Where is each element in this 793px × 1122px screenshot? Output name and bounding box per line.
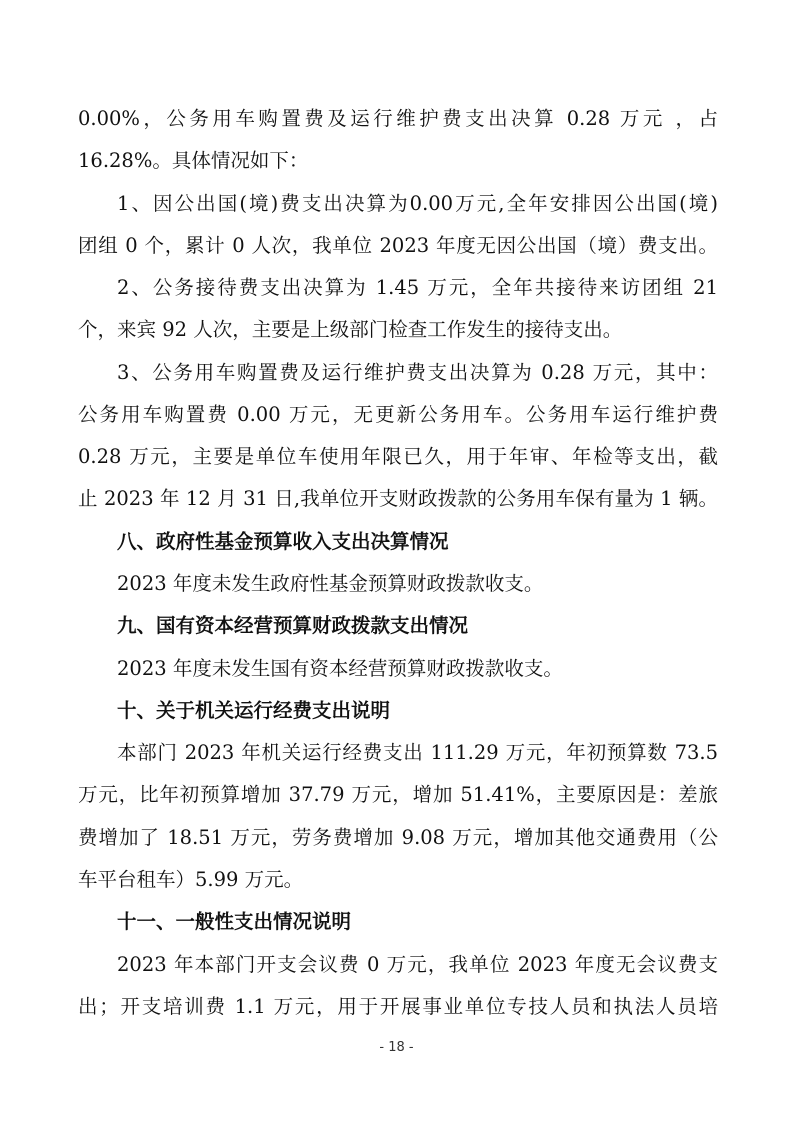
body-line: 万元，比年初预算增加 37.79 万元，增加 51.41%，主要原因是：差旅 [78,783,718,806]
body-line: 团组 0 个，累计 0 人次，我单位 2023 年度无因公出国（境）费支出。 [78,234,718,257]
body-line: 出；开支培训费 1.1 万元，用于开展事业单位专技人员和执法人员培 [78,995,718,1018]
section-heading: 十一、一般性支出情况说明 [117,910,352,933]
body-line: 2、公务接待费支出决算为 1.45 万元，全年共接待来访团组 21 [117,276,718,299]
body-line: 公务用车购置费 0.00 万元，无更新公务用车。公务用车运行维护费 [78,403,718,426]
body-line: 0.28 万元，主要是单位车使用年限已久，用于年审、年检等支出，截 [78,445,718,468]
body-line: 16.28%。具体情况如下： [78,149,309,172]
body-line: 0.00%，公务用车购置费及运行维护费支出决算 0.28 万元 ，占 [78,107,718,130]
body-line: 2023 年本部门开支会议费 0 万元，我单位 2023 年度无会议费支 [117,953,718,976]
body-line: 车平台租车）5.99 万元。 [78,868,304,891]
body-line: 1、因公出国(境)费支出决算为0.00万元,全年安排因公出国(境) [117,192,718,215]
body-line: 2023 年度未发生政府性基金预算财政拨款收支。 [117,572,544,595]
section-heading: 八、政府性基金预算收入支出决算情况 [117,530,449,553]
section-heading: 十、关于机关运行经费支出说明 [117,699,391,722]
page-number: - 18 - [379,1040,414,1055]
body-line: 个，来宾 92 人次，主要是上级部门检查工作发生的接待支出。 [78,318,623,341]
section-heading: 九、国有资本经营预算财政拨款支出情况 [117,614,469,637]
body-line: 2023 年度未发生国有资本经营预算财政拨款收支。 [117,657,563,680]
body-line: 3、公务用车购置费及运行维护费支出决算为 0.28 万元，其中： [117,361,718,384]
body-line: 止 2023 年 12 月 31 日,我单位开支财政拨款的公务用车保有量为 1 辆。 [78,487,718,510]
body-line: 费增加了 18.51 万元，劳务费增加 9.08 万元，增加其他交通费用（公 [78,826,718,849]
body-line: 本部门 2023 年机关运行经费支出 111.29 万元，年初预算数 73.5 [117,741,718,764]
